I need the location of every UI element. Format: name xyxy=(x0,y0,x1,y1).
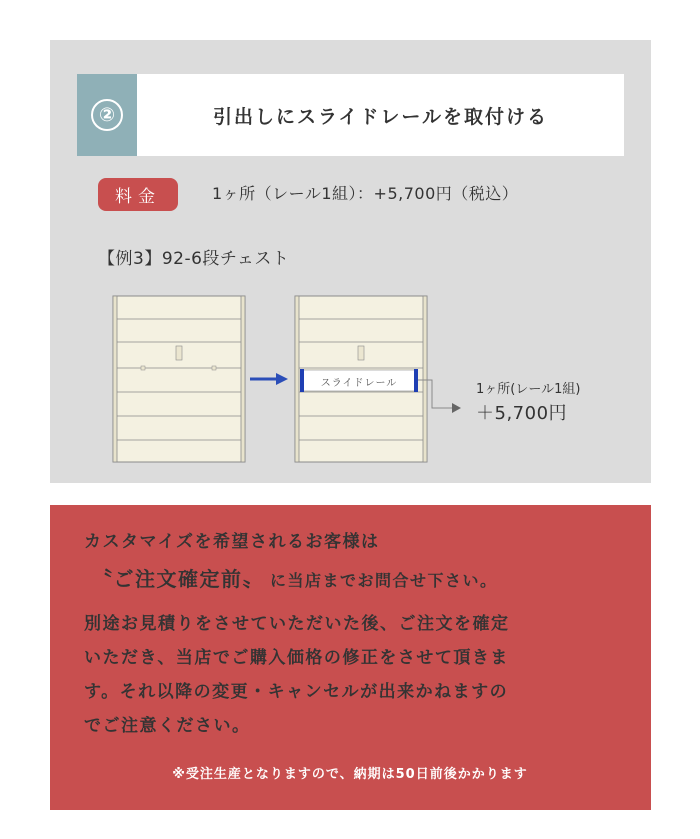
notice-line-4: いただき、当店でご購入価格の修正をさせて頂きま xyxy=(84,648,509,668)
step-number: ② xyxy=(91,99,123,131)
notice-line-5: す。それ以降の変更・キャンセルが出来かねますの xyxy=(84,682,509,702)
notice-line-6: でご注意ください。 xyxy=(84,716,251,736)
notice-line-3: 別途お見積りをさせていただいた後、ご注文を確定 xyxy=(84,614,510,634)
slide-rail-label: スライドレール xyxy=(320,377,398,389)
example-label: 【例3】92-6段チェスト xyxy=(98,249,290,269)
notice-line-2 xyxy=(92,563,498,592)
result-price: ＋5,700円 xyxy=(476,403,568,424)
step-title: 引出しにスライドレールを取付ける xyxy=(212,105,549,128)
result-label: 1ヶ所(レール1組) xyxy=(476,382,581,397)
notice-emphasis: 〝ご注文確定前〟 xyxy=(92,567,264,591)
price-badge: 料金 xyxy=(98,178,178,211)
delivery-footnote: ※受注生産となりますので、納期は50日前後かかります xyxy=(172,767,528,782)
notice-line-2-rest: に当店までお問合せ下さい。 xyxy=(270,571,498,590)
notice-line-1: カスタマイズを希望されるお客様は xyxy=(84,532,380,552)
price-text: 1ヶ所（レール1組）：+5,700円（税込） xyxy=(212,184,519,203)
chest-before-image xyxy=(113,296,245,462)
arrow-icon xyxy=(250,373,288,385)
